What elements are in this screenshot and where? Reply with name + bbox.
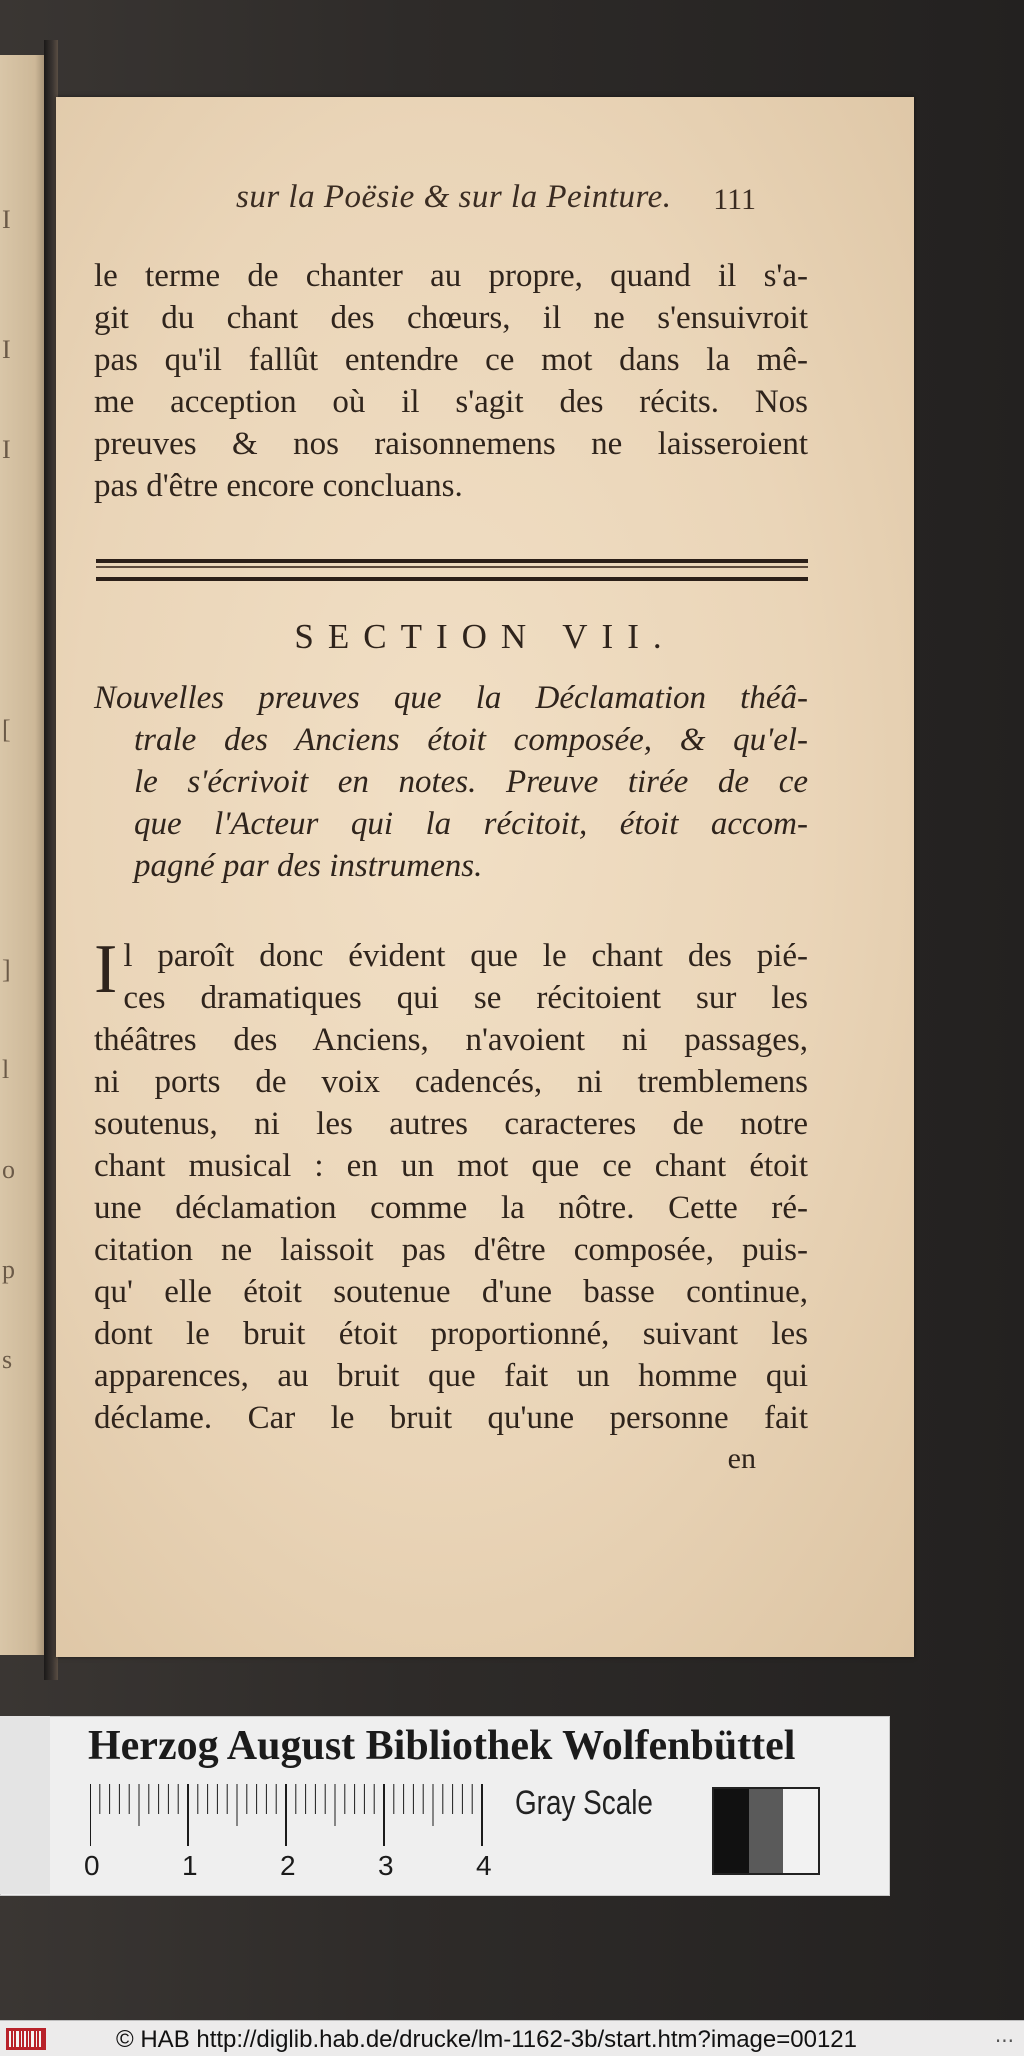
text-line: qu' elle étoit soutenue d'une basse continue, [94, 1274, 808, 1310]
text-line: théâtres des Anciens, n'avoient ni passages, [94, 1022, 808, 1058]
running-head: sur la Poësie & sur la Peinture. [236, 179, 672, 215]
text-line: citation ne laissoit pas d'être composée, puis- [94, 1232, 808, 1268]
gray-swatch-mid [749, 1789, 784, 1873]
text-line: me acception où il s'agit des récits. Nos [94, 384, 808, 420]
catchword: en [727, 1442, 756, 1475]
target-card-left-edge [0, 1716, 50, 1894]
text-line: pas qu'il fallût entendre ce mot dans la mê- [94, 342, 808, 378]
ruler-number: 3 [378, 1850, 394, 1881]
text-line: le terme de chanter au propre, quand il s'a- [94, 258, 808, 294]
status-bar [0, 2020, 1024, 2056]
book-page [56, 97, 914, 1657]
text-line: git du chant des chœurs, il ne s'ensuivroit [94, 300, 808, 336]
summary-line: pagné par des instrumens. [134, 848, 483, 884]
edge-mark: o [2, 1155, 15, 1184]
copyright-url-text: © HAB http://diglib.hab.de/drucke/lm-1162-3b/start.htm?image=00121 [116, 2026, 857, 2053]
gray-scale-swatches [712, 1787, 820, 1875]
text-line: pas d'être encore concluans. [94, 468, 463, 504]
more-menu-icon[interactable]: ... [994, 2023, 1014, 2047]
summary-line: trale des Anciens étoit composée, & qu'el- [134, 722, 808, 758]
top-paragraph [94, 255, 808, 507]
text-line: soutenus, ni les autres caracteres de notre [94, 1106, 808, 1142]
gray-swatch-dark [714, 1789, 749, 1873]
section-heading: SECTION VII. [294, 617, 676, 656]
edge-mark: I [2, 435, 11, 464]
edge-mark: ] [2, 955, 11, 984]
summary-line: Nouvelles preuves que la Déclamation théâ- [94, 680, 808, 716]
drop-cap: I [94, 931, 118, 1008]
adjacent-page-edge [0, 55, 50, 1655]
ruler-number: 0 [84, 1850, 100, 1881]
text-line: déclame. Car le bruit qu'une personne fait [94, 1400, 808, 1436]
edge-mark: s [2, 1345, 13, 1374]
edge-mark: l [2, 1055, 10, 1084]
ruler-number: 4 [476, 1850, 492, 1881]
edge-mark: I [2, 205, 11, 234]
gray-swatch-light [783, 1789, 818, 1873]
summary-line: que l'Acteur qui la récitoit, étoit accom- [134, 806, 808, 842]
page-number: 111 [713, 183, 756, 216]
ruler-number: 1 [182, 1850, 198, 1881]
text-line: apparences, au bruit que fait un homme qui [94, 1358, 808, 1394]
text-line: ni ports de voix cadencés, ni tremblemens [94, 1064, 808, 1100]
edge-mark: I [2, 335, 11, 364]
text-line: chant musical : en un mot que ce chant étoit [94, 1148, 808, 1184]
edge-mark: [ [2, 715, 11, 744]
ruler-number: 2 [280, 1850, 296, 1881]
text-line: ces dramatiques qui se récitoient sur les [123, 980, 808, 1016]
text-line: dont le bruit étoit proportionné, suivant les [94, 1316, 808, 1352]
text-line: preuves & nos raisonnemens ne laisseroient [94, 426, 808, 462]
summary-line: le s'écrivoit en notes. Preuve tirée de ce [134, 764, 808, 800]
section-divider-rule [96, 559, 808, 581]
text-line: l paroît donc évident que le chant des pié- [123, 938, 808, 974]
edge-mark: p [2, 1255, 15, 1284]
gray-scale-label: Gray Scale [515, 1784, 653, 1822]
measurement-ruler [90, 1784, 490, 1846]
library-name: Herzog August Bibliothek Wolfenbüttel [88, 1723, 796, 1769]
barcode-logo-icon [6, 2028, 46, 2050]
section-summary [94, 677, 808, 887]
text-line: une déclamation comme la nôtre. Cette ré- [94, 1190, 808, 1226]
body-paragraph [94, 931, 808, 1439]
